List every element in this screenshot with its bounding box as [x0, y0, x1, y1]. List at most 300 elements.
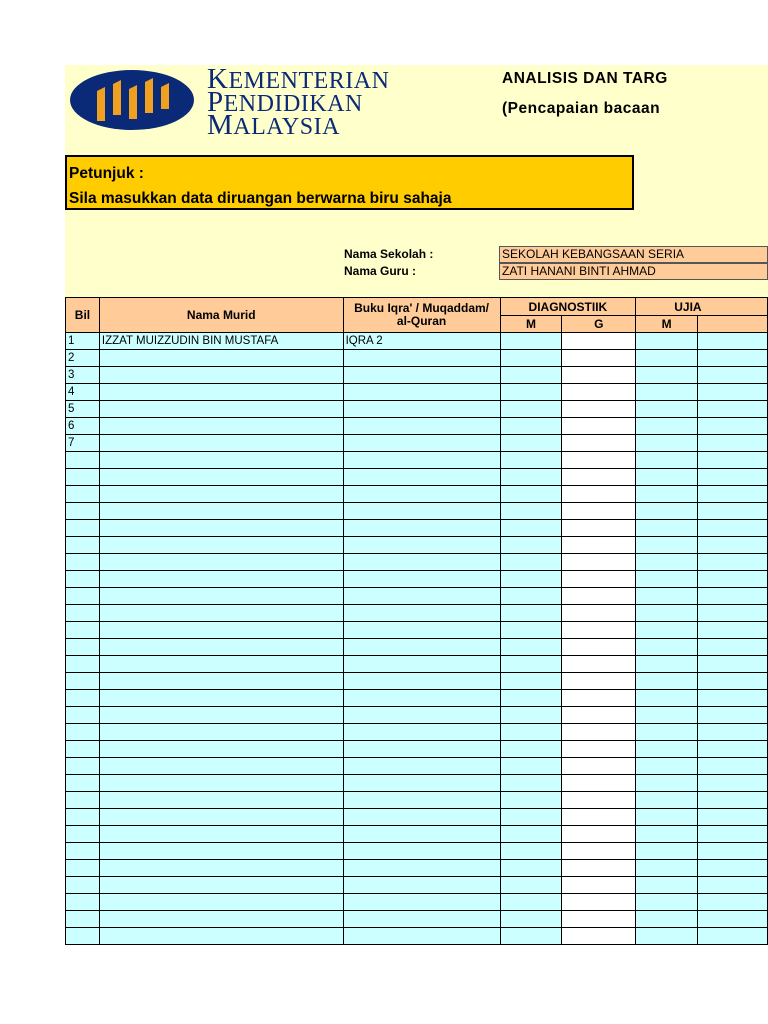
cell-diagnostik-g[interactable]: [562, 622, 636, 639]
cell-buku[interactable]: [343, 401, 500, 418]
table-row: [66, 605, 768, 622]
cell-ujian-m[interactable]: [636, 724, 698, 741]
table-row: [66, 809, 768, 826]
cell-buku[interactable]: [343, 877, 500, 894]
table-row: [66, 503, 768, 520]
cell-nama-murid[interactable]: [99, 554, 343, 571]
teacher-field[interactable]: ZATI HANANI BINTI AHMAD: [499, 263, 768, 280]
table-row: [66, 894, 768, 911]
table-row: [66, 758, 768, 775]
cell-bil[interactable]: [66, 741, 100, 758]
cell-buku[interactable]: [343, 605, 500, 622]
cell-diagnostik-m[interactable]: [500, 350, 562, 367]
table-row: [66, 588, 768, 605]
instruction-box: [65, 155, 634, 210]
cell-buku[interactable]: [343, 435, 500, 452]
cell-buku[interactable]: [343, 911, 500, 928]
table-row: [66, 775, 768, 792]
cell-nama-murid[interactable]: [99, 418, 343, 435]
ministry-line-3: [207, 109, 389, 141]
cell-bil[interactable]: 1: [66, 333, 100, 350]
cell-ujian-g[interactable]: [698, 707, 768, 724]
cell-diagnostik-m[interactable]: [500, 588, 562, 605]
cell-ujian-m[interactable]: [636, 809, 698, 826]
cell-buku[interactable]: [343, 809, 500, 826]
cell-ujian-g[interactable]: [698, 486, 768, 503]
cell-nama-murid[interactable]: [99, 673, 343, 690]
cell-ujian-g[interactable]: [698, 350, 768, 367]
cell-ujian-g[interactable]: [698, 333, 768, 350]
cell-ujian-g[interactable]: [698, 367, 768, 384]
cell-bil[interactable]: 7: [66, 435, 100, 452]
table-row: [66, 690, 768, 707]
cell-ujian-g[interactable]: [698, 656, 768, 673]
cell-buku[interactable]: [343, 639, 500, 656]
table-row: [66, 673, 768, 690]
cell-ujian-m[interactable]: [636, 486, 698, 503]
cell-nama-murid[interactable]: [99, 724, 343, 741]
cell-ujian-m[interactable]: [636, 877, 698, 894]
cell-buku[interactable]: [343, 656, 500, 673]
cell-ujian-g[interactable]: [698, 724, 768, 741]
table-row: [66, 911, 768, 928]
cell-diagnostik-g[interactable]: [562, 809, 636, 826]
cell-ujian-m[interactable]: [636, 333, 698, 350]
header-diagnostik-g: G: [562, 316, 636, 333]
cell-nama-murid[interactable]: [99, 741, 343, 758]
cell-bil[interactable]: [66, 758, 100, 775]
table-row: [66, 792, 768, 809]
cell-diagnostik-m[interactable]: [500, 571, 562, 588]
cell-diagnostik-m[interactable]: [500, 639, 562, 656]
cell-ujian-m[interactable]: [636, 435, 698, 452]
cell-ujian-g[interactable]: [698, 503, 768, 520]
cell-diagnostik-m[interactable]: [500, 741, 562, 758]
cell-nama-murid[interactable]: [99, 894, 343, 911]
cell-nama-murid[interactable]: [99, 401, 343, 418]
cell-nama-murid[interactable]: [99, 605, 343, 622]
cell-ujian-m[interactable]: [636, 571, 698, 588]
cell-diagnostik-m[interactable]: [500, 707, 562, 724]
cell-ujian-g[interactable]: [698, 588, 768, 605]
table-row: [66, 554, 768, 571]
cell-ujian-m[interactable]: [636, 452, 698, 469]
table-body: [66, 333, 768, 945]
cell-diagnostik-g[interactable]: [562, 758, 636, 775]
cell-diagnostik-m[interactable]: [500, 520, 562, 537]
cell-diagnostik-g[interactable]: [562, 894, 636, 911]
cell-bil[interactable]: [66, 639, 100, 656]
cell-ujian-g[interactable]: [698, 928, 768, 945]
cell-buku[interactable]: [343, 469, 500, 486]
cell-bil[interactable]: [66, 656, 100, 673]
cell-diagnostik-m[interactable]: [500, 605, 562, 622]
cell-bil[interactable]: [66, 894, 100, 911]
cell-ujian-m[interactable]: [636, 367, 698, 384]
ministry-initial: P: [207, 86, 224, 118]
cell-diagnostik-g[interactable]: [562, 741, 636, 758]
cell-diagnostik-m[interactable]: [500, 894, 562, 911]
ministry-logo: [69, 69, 195, 131]
cell-diagnostik-m[interactable]: [500, 911, 562, 928]
cell-bil[interactable]: [66, 860, 100, 877]
cell-bil[interactable]: [66, 707, 100, 724]
cell-buku[interactable]: [343, 894, 500, 911]
cell-buku[interactable]: [343, 486, 500, 503]
cell-bil[interactable]: [66, 911, 100, 928]
cell-ujian-m[interactable]: [636, 656, 698, 673]
cell-nama-murid[interactable]: [99, 707, 343, 724]
cell-diagnostik-g[interactable]: [562, 418, 636, 435]
cell-buku[interactable]: [343, 860, 500, 877]
cell-bil[interactable]: [66, 486, 100, 503]
cell-diagnostik-g[interactable]: [562, 639, 636, 656]
cell-nama-murid[interactable]: [99, 435, 343, 452]
cell-diagnostik-m[interactable]: [500, 758, 562, 775]
cell-diagnostik-m[interactable]: [500, 877, 562, 894]
page-title: ANALISIS DAN TARG: [502, 70, 668, 87]
cell-diagnostik-m[interactable]: [500, 452, 562, 469]
cell-diagnostik-m[interactable]: [500, 792, 562, 809]
cell-diagnostik-m[interactable]: [500, 554, 562, 571]
cell-buku[interactable]: [343, 554, 500, 571]
cell-ujian-m[interactable]: [636, 384, 698, 401]
cell-bil[interactable]: [66, 452, 100, 469]
cell-nama-murid[interactable]: [99, 877, 343, 894]
cell-ujian-g[interactable]: [698, 826, 768, 843]
cell-diagnostik-g[interactable]: [562, 707, 636, 724]
cell-bil[interactable]: [66, 928, 100, 945]
cell-diagnostik-g[interactable]: [562, 877, 636, 894]
cell-nama-murid[interactable]: [99, 367, 343, 384]
cell-diagnostik-g[interactable]: [562, 571, 636, 588]
cell-diagnostik-g[interactable]: [562, 503, 636, 520]
cell-ujian-g[interactable]: [698, 673, 768, 690]
cell-ujian-m[interactable]: [636, 639, 698, 656]
cell-ujian-g[interactable]: [698, 843, 768, 860]
cell-ujian-g[interactable]: [698, 605, 768, 622]
cell-ujian-g[interactable]: [698, 435, 768, 452]
ministry-rest: ENDIDIKAN: [223, 91, 363, 117]
cell-diagnostik-g[interactable]: [562, 673, 636, 690]
header-ujian-g: [698, 316, 768, 333]
cell-nama-murid[interactable]: [99, 809, 343, 826]
cell-diagnostik-m[interactable]: [500, 826, 562, 843]
cell-diagnostik-g[interactable]: [562, 724, 636, 741]
cell-diagnostik-m[interactable]: [500, 401, 562, 418]
cell-buku[interactable]: [343, 741, 500, 758]
cell-buku[interactable]: [343, 622, 500, 639]
ministry-rest: EMENTERIAN: [228, 68, 390, 94]
cell-ujian-m[interactable]: [636, 690, 698, 707]
table-row: [66, 367, 768, 384]
cell-diagnostik-m[interactable]: [500, 928, 562, 945]
cell-ujian-m[interactable]: [636, 622, 698, 639]
table-row: [66, 350, 768, 367]
table-row: [66, 401, 768, 418]
cell-diagnostik-m[interactable]: [500, 486, 562, 503]
cell-ujian-m[interactable]: [636, 401, 698, 418]
cell-ujian-m[interactable]: [636, 520, 698, 537]
cell-ujian-m[interactable]: [636, 503, 698, 520]
cell-diagnostik-m[interactable]: [500, 435, 562, 452]
cell-diagnostik-g[interactable]: [562, 367, 636, 384]
cell-nama-murid[interactable]: [99, 384, 343, 401]
cell-nama-murid[interactable]: [99, 571, 343, 588]
cell-bil[interactable]: [66, 843, 100, 860]
table-row: [66, 826, 768, 843]
cell-diagnostik-g[interactable]: [562, 911, 636, 928]
cell-ujian-g[interactable]: [698, 775, 768, 792]
table-row: [66, 520, 768, 537]
cell-diagnostik-m[interactable]: [500, 673, 562, 690]
cell-diagnostik-g[interactable]: [562, 435, 636, 452]
header-buku-line-1: Buku Iqra' / Muqaddam/: [354, 301, 489, 315]
cell-diagnostik-g[interactable]: [562, 350, 636, 367]
cell-ujian-g[interactable]: [698, 537, 768, 554]
table-row: [66, 333, 768, 350]
cell-ujian-m[interactable]: [636, 860, 698, 877]
cell-diagnostik-m[interactable]: [500, 656, 562, 673]
cell-ujian-g[interactable]: [698, 418, 768, 435]
cell-ujian-g[interactable]: [698, 622, 768, 639]
cell-bil[interactable]: [66, 605, 100, 622]
cell-diagnostik-g[interactable]: [562, 469, 636, 486]
cell-diagnostik-m[interactable]: [500, 384, 562, 401]
cell-buku[interactable]: [343, 384, 500, 401]
cell-nama-murid[interactable]: [99, 843, 343, 860]
cell-buku[interactable]: [343, 707, 500, 724]
cell-ujian-g[interactable]: [698, 894, 768, 911]
cell-ujian-g[interactable]: [698, 520, 768, 537]
cell-diagnostik-g[interactable]: [562, 656, 636, 673]
cell-bil[interactable]: 6: [66, 418, 100, 435]
cell-diagnostik-g[interactable]: [562, 520, 636, 537]
cell-ujian-m[interactable]: [636, 537, 698, 554]
ministry-line-2: [207, 86, 389, 118]
cell-nama-murid[interactable]: [99, 520, 343, 537]
table-row: [66, 656, 768, 673]
cell-diagnostik-m[interactable]: [500, 469, 562, 486]
cell-diagnostik-g[interactable]: [562, 452, 636, 469]
cell-bil[interactable]: [66, 792, 100, 809]
cell-nama-murid[interactable]: [99, 503, 343, 520]
cell-ujian-m[interactable]: [636, 588, 698, 605]
cell-buku[interactable]: [343, 843, 500, 860]
cell-ujian-m[interactable]: [636, 350, 698, 367]
cell-bil[interactable]: [66, 775, 100, 792]
cell-diagnostik-m[interactable]: [500, 333, 562, 350]
cell-nama-murid[interactable]: [99, 826, 343, 843]
cell-bil[interactable]: 5: [66, 401, 100, 418]
cell-bil[interactable]: [66, 690, 100, 707]
cell-buku[interactable]: IQRA 2: [343, 333, 500, 350]
cell-ujian-g[interactable]: [698, 452, 768, 469]
cell-buku[interactable]: [343, 588, 500, 605]
cell-bil[interactable]: [66, 673, 100, 690]
cell-diagnostik-g[interactable]: [562, 333, 636, 350]
cell-diagnostik-m[interactable]: [500, 843, 562, 860]
cell-buku[interactable]: [343, 690, 500, 707]
cell-buku[interactable]: [343, 537, 500, 554]
cell-bil[interactable]: [66, 520, 100, 537]
cell-buku[interactable]: [343, 758, 500, 775]
cell-ujian-g[interactable]: [698, 758, 768, 775]
cell-diagnostik-g[interactable]: [562, 860, 636, 877]
cell-buku[interactable]: [343, 418, 500, 435]
cell-ujian-g[interactable]: [698, 877, 768, 894]
cell-bil[interactable]: 4: [66, 384, 100, 401]
cell-bil[interactable]: [66, 724, 100, 741]
cell-buku[interactable]: [343, 520, 500, 537]
cell-ujian-m[interactable]: [636, 673, 698, 690]
header-ujian: UJIA: [636, 298, 768, 316]
cell-bil[interactable]: [66, 826, 100, 843]
cell-ujian-g[interactable]: [698, 911, 768, 928]
cell-buku[interactable]: [343, 350, 500, 367]
cell-diagnostik-m[interactable]: [500, 860, 562, 877]
page-subtitle: (Pencapaian bacaan: [502, 100, 661, 117]
cell-nama-murid[interactable]: [99, 656, 343, 673]
cell-nama-murid[interactable]: IZZAT MUIZZUDIN BIN MUSTAFA: [99, 333, 343, 350]
table-row: [66, 469, 768, 486]
cell-bil[interactable]: [66, 622, 100, 639]
table-row: [66, 928, 768, 945]
cell-nama-murid[interactable]: [99, 469, 343, 486]
cell-ujian-m[interactable]: [636, 843, 698, 860]
header-ujian-m: M: [636, 316, 698, 333]
cell-ujian-m[interactable]: [636, 469, 698, 486]
cell-ujian-g[interactable]: [698, 741, 768, 758]
cell-diagnostik-g[interactable]: [562, 826, 636, 843]
cell-ujian-m[interactable]: [636, 826, 698, 843]
cell-bil[interactable]: [66, 554, 100, 571]
header-nama-murid: Nama Murid: [99, 298, 343, 333]
cell-buku[interactable]: [343, 452, 500, 469]
table-row: [66, 486, 768, 503]
school-field[interactable]: SEKOLAH KEBANGSAAN SERIA: [499, 246, 768, 263]
cell-ujian-m[interactable]: [636, 707, 698, 724]
cell-diagnostik-g[interactable]: [562, 605, 636, 622]
cell-ujian-g[interactable]: [698, 809, 768, 826]
cell-diagnostik-g[interactable]: [562, 537, 636, 554]
cell-diagnostik-m[interactable]: [500, 775, 562, 792]
cell-diagnostik-m[interactable]: [500, 537, 562, 554]
table-row: [66, 843, 768, 860]
cell-ujian-m[interactable]: [636, 911, 698, 928]
cell-diagnostik-g[interactable]: [562, 928, 636, 945]
cell-diagnostik-g[interactable]: [562, 384, 636, 401]
cell-diagnostik-m[interactable]: [500, 809, 562, 826]
cell-diagnostik-g[interactable]: [562, 486, 636, 503]
cell-ujian-m[interactable]: [636, 928, 698, 945]
cell-nama-murid[interactable]: [99, 860, 343, 877]
cell-ujian-g[interactable]: [698, 571, 768, 588]
cell-nama-murid[interactable]: [99, 537, 343, 554]
cell-diagnostik-g[interactable]: [562, 554, 636, 571]
cell-bil[interactable]: [66, 877, 100, 894]
cell-bil[interactable]: [66, 503, 100, 520]
cell-ujian-g[interactable]: [698, 401, 768, 418]
header-buku-line-2: al-Quran: [396, 314, 447, 328]
cell-bil[interactable]: [66, 809, 100, 826]
cell-ujian-m[interactable]: [636, 418, 698, 435]
cell-nama-murid[interactable]: [99, 350, 343, 367]
cell-ujian-g[interactable]: [698, 554, 768, 571]
cell-bil[interactable]: [66, 469, 100, 486]
cell-buku[interactable]: [343, 724, 500, 741]
student-table: [65, 297, 768, 945]
cell-buku[interactable]: [343, 571, 500, 588]
cell-bil[interactable]: 3: [66, 367, 100, 384]
cell-nama-murid[interactable]: [99, 758, 343, 775]
cell-ujian-m[interactable]: [636, 605, 698, 622]
cell-diagnostik-g[interactable]: [562, 401, 636, 418]
cell-nama-murid[interactable]: [99, 588, 343, 605]
cell-nama-murid[interactable]: [99, 486, 343, 503]
cell-ujian-m[interactable]: [636, 758, 698, 775]
cell-buku[interactable]: [343, 367, 500, 384]
ministry-initial: M: [207, 109, 234, 141]
cell-bil[interactable]: [66, 571, 100, 588]
cell-nama-murid[interactable]: [99, 928, 343, 945]
cell-buku[interactable]: [343, 503, 500, 520]
ministry-rest: ALAYSIA: [233, 114, 340, 140]
table-row: [66, 860, 768, 877]
cell-diagnostik-g[interactable]: [562, 843, 636, 860]
cell-nama-murid[interactable]: [99, 911, 343, 928]
cell-diagnostik-g[interactable]: [562, 690, 636, 707]
cell-diagnostik-m[interactable]: [500, 690, 562, 707]
cell-diagnostik-m[interactable]: [500, 418, 562, 435]
cell-ujian-m[interactable]: [636, 741, 698, 758]
cell-diagnostik-g[interactable]: [562, 792, 636, 809]
cell-ujian-g[interactable]: [698, 639, 768, 656]
cell-nama-murid[interactable]: [99, 452, 343, 469]
cell-ujian-g[interactable]: [698, 384, 768, 401]
cell-ujian-m[interactable]: [636, 554, 698, 571]
cell-ujian-m[interactable]: [636, 792, 698, 809]
cell-ujian-m[interactable]: [636, 894, 698, 911]
cell-nama-murid[interactable]: [99, 622, 343, 639]
cell-diagnostik-m[interactable]: [500, 367, 562, 384]
cell-buku[interactable]: [343, 826, 500, 843]
cell-buku[interactable]: [343, 792, 500, 809]
cell-nama-murid[interactable]: [99, 639, 343, 656]
cell-diagnostik-m[interactable]: [500, 724, 562, 741]
cell-bil[interactable]: 2: [66, 350, 100, 367]
cell-ujian-m[interactable]: [636, 775, 698, 792]
cell-nama-murid[interactable]: [99, 775, 343, 792]
cell-nama-murid[interactable]: [99, 792, 343, 809]
cell-ujian-g[interactable]: [698, 792, 768, 809]
cell-ujian-g[interactable]: [698, 469, 768, 486]
cell-ujian-g[interactable]: [698, 690, 768, 707]
table-row: [66, 877, 768, 894]
cell-diagnostik-g[interactable]: [562, 588, 636, 605]
cell-diagnostik-m[interactable]: [500, 503, 562, 520]
spreadsheet-sheet: [65, 65, 768, 950]
cell-buku[interactable]: [343, 775, 500, 792]
cell-diagnostik-m[interactable]: [500, 622, 562, 639]
cell-bil[interactable]: [66, 537, 100, 554]
cell-buku[interactable]: [343, 928, 500, 945]
cell-nama-murid[interactable]: [99, 690, 343, 707]
cell-ujian-g[interactable]: [698, 860, 768, 877]
cell-buku[interactable]: [343, 673, 500, 690]
cell-diagnostik-g[interactable]: [562, 775, 636, 792]
cell-bil[interactable]: [66, 588, 100, 605]
